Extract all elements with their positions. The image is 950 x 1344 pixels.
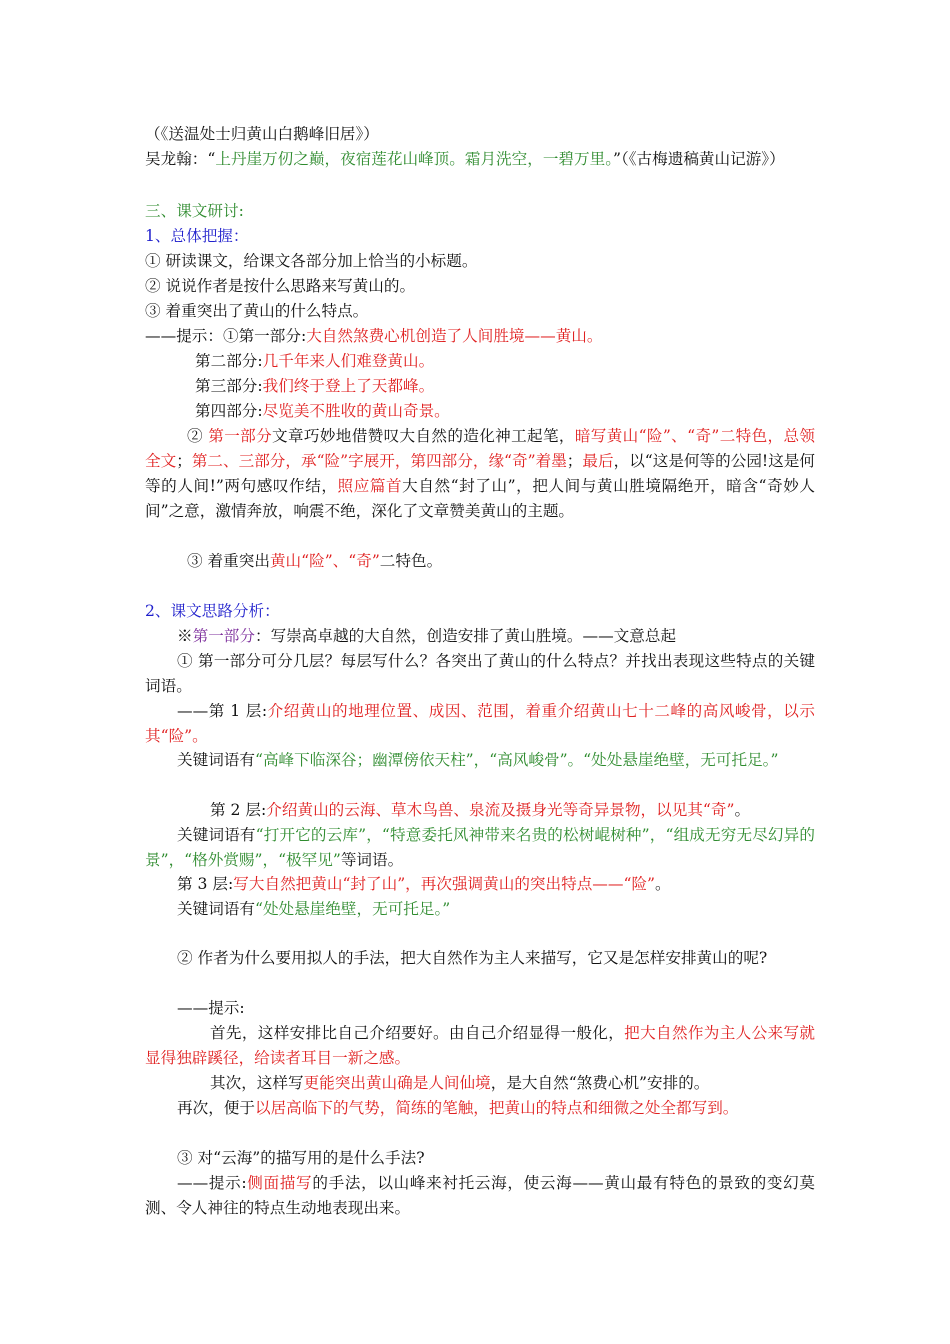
text-run: 首先，这样安排比自己介绍要好。由自己介绍显得一般化， (210, 1024, 625, 1042)
text-run: 大自然“封了山”，把人间与黄山胜境隔绝开，暗含“奇妙人间”之意，激情奔放，响震不绝，深化了文章赞美黄山的主题。 (145, 477, 815, 520)
heading-overall-grasp (145, 224, 815, 249)
question-2 (145, 274, 815, 299)
text-run: 第一部分 (192, 627, 255, 645)
text-run: ——提示: (177, 999, 245, 1017)
layer-3-keywords (145, 897, 847, 922)
hint-part-4 (145, 399, 865, 424)
text-run: ——提示: (177, 1174, 247, 1192)
text-run: 我们终于登上了天都峰。 (262, 377, 435, 395)
text-run: 把大自然作为主人公来写就显得独辟蹊径，给读者耳目一新之感。 (145, 1024, 815, 1067)
question-1 (145, 249, 815, 274)
hint-part-3 (145, 374, 865, 399)
text-run: 以居高临下的气势，简练的笔触，把黄山的特点和细微之处全都写到。 (254, 1099, 739, 1117)
text-run: 1、总体把握： (145, 227, 249, 245)
text-run: ； (566, 452, 583, 470)
text-run: 关键词语有 (177, 900, 255, 918)
hint-second (145, 1071, 880, 1096)
text-run: 写大自然把黄山“封了山”，再次强调黄山的突出特点——“险” (233, 875, 656, 893)
layer-1-keywords (145, 748, 815, 773)
text-run: 上丹崖万仞之巅，夜宿莲花山峰顶。霜月洗空，一碧万里。 (215, 150, 613, 168)
text-run: 暗写黄山“险”、“奇”二特色，总领全文 (145, 427, 815, 470)
hint-label (145, 996, 847, 1021)
layer-3 (145, 872, 847, 897)
hint-part-1 (145, 324, 815, 349)
text-run: 关键词语有 (177, 751, 255, 769)
text-run: 吴龙翰：“ (145, 150, 216, 168)
analysis-question-1 (145, 649, 815, 699)
text-run: 的手法，以山峰来衬托云海，使云海——黄山最有特色的景致的变幻莫测、令人神往的特点生动地表现出来。 (145, 1174, 815, 1217)
text-run: ③ 着重突出了黄山的什么特点。 (145, 302, 369, 320)
text-run: 大自然煞费心机创造了人间胜境——黄山。 (306, 327, 603, 345)
text-run: ——提示：①第一部分: (145, 327, 307, 345)
hint-first (145, 1021, 815, 1071)
hint-structure-paragraph (145, 424, 815, 524)
text-run: 再次，便于 (177, 1099, 255, 1117)
text-run: 第二部分: (195, 352, 263, 370)
text-run: ，以“这是何等的公园!这是何等的人间!”两句感叹作结， (145, 452, 815, 495)
text-run: 最后 (582, 452, 614, 470)
text-run: “处处悬崖绝壁，无可托足。” (254, 900, 451, 918)
text-run: ：写崇高卓越的大自然，创造安排了黄山胜境。——文意总起 (255, 627, 677, 645)
text-run: ② (187, 427, 209, 445)
line-quote-wu-longhan (145, 147, 815, 172)
hint-features (145, 549, 857, 574)
text-run: ② 作者为什么要用拟人的手法，把大自然作为主人来描写，它又是怎样安排黄山的呢? (177, 949, 768, 967)
text-run: 尽览美不胜收的黄山奇景。 (262, 402, 450, 420)
text-run: 关键词语有 (177, 826, 256, 844)
text-run: ① 第一部分可分几层？每层写什么？各突出了黄山的什么特点？并找出表现这些特点的关键词语。 (145, 652, 815, 695)
text-run: “打开它的云库”，“特意委托风神带来名贵的松树崐树种”，“组成无穷无尽幻异的景”，“格外赏赐”，“极罕见” (145, 826, 815, 869)
text-run: 介绍黄山的云海、草木鸟兽、泉流及摄身光等奇异景物，以见其“奇” (266, 801, 735, 819)
text-run: 第 3 层: (177, 875, 234, 893)
layer-2 (145, 798, 880, 823)
text-run: 更能突出黄山确是人间仙境 (303, 1074, 491, 1092)
question-3 (145, 299, 815, 324)
text-run: 二特色。 (379, 552, 443, 570)
text-run: ”（《古梅遗稿黄山记游》） (613, 150, 785, 168)
text-run: 第三部分: (195, 377, 263, 395)
text-run: 2、课文思路分析： (145, 602, 280, 620)
text-run: 第 2 层: (210, 801, 267, 819)
text-run: 文章巧妙地借赞叹大自然的造化神工起笔， (272, 427, 575, 445)
text-run: ② 说说作者是按什么思路来写黄山的。 (145, 277, 416, 295)
layer-2-keywords (145, 823, 815, 873)
part-1-summary (145, 624, 847, 649)
text-run: ※ (177, 627, 193, 645)
text-run: ，是大自然“煞费心机”安排的。 (490, 1074, 710, 1092)
text-run: 黄山“险”、“奇” (269, 552, 380, 570)
heading-section-3 (145, 199, 815, 224)
text-run: 第四部分: (195, 402, 263, 420)
line-source-note (145, 122, 815, 147)
text-run: 第一部分 (208, 427, 273, 445)
text-run: 侧面描写 (246, 1174, 313, 1192)
hint-part-2 (145, 349, 865, 374)
text-run: 。 (734, 801, 751, 819)
text-run: 介绍黄山的地理位置、成因、范围，着重介绍黄山七十二峰的高风峻骨，以示其“险”。 (145, 702, 815, 745)
text-run: 三、课文研讨: (145, 202, 244, 220)
analysis-question-3 (145, 1146, 847, 1171)
analysis-question-2 (145, 946, 847, 971)
text-run: 其次，这样写 (210, 1074, 304, 1092)
text-run: 。 (655, 875, 671, 893)
text-run: 第二、三部分，承“险”字展开，第四部分，缘“奇”着墨 (191, 452, 567, 470)
text-run: （《送温处士归黄山白鹅峰旧居》） (145, 125, 379, 143)
text-run: ③ 着重突出 (187, 552, 270, 570)
text-run: 几千年来人们难登黄山。 (262, 352, 435, 370)
text-run: “高峰下临深谷；幽潭傍依天柱”，“高风峻骨”。“处处悬崖绝壁，无可托足。” (254, 751, 779, 769)
text-run: ① 研读课文，给课文各部分加上恰当的小标题。 (145, 252, 478, 270)
text-run: 等词语。 (340, 851, 404, 869)
layer-1 (145, 699, 815, 749)
hint-third (145, 1096, 847, 1121)
text-run: ； (176, 452, 192, 470)
text-run: ③ 对“云海”的描写用的是什么手法? (177, 1149, 425, 1167)
text-run: ——第 1 层: (177, 702, 268, 720)
hint-sea-of-clouds (145, 1171, 815, 1221)
heading-thought-analysis (145, 599, 815, 624)
text-run: 照应篇首 (337, 477, 403, 495)
